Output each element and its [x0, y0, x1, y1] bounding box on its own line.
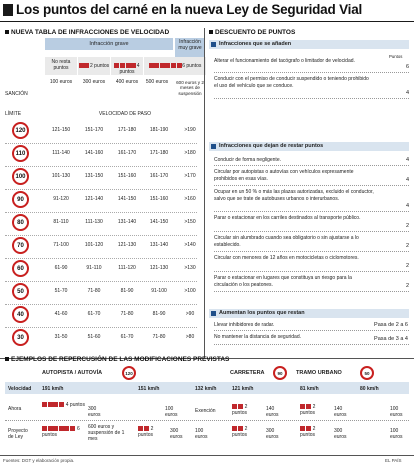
speed-range-cell: >140 — [184, 242, 196, 248]
speed-range-cell: 81-90 — [152, 311, 166, 317]
row-divider — [5, 189, 197, 190]
points-value: 4 — [405, 203, 409, 209]
row-divider — [5, 327, 197, 328]
sancion-cell-1: 300 euros — [82, 79, 106, 85]
speed-range-cell: >160 — [184, 196, 196, 202]
dejan-header: Infracciones que dejan de restar puntos — [209, 142, 409, 151]
proyecto-6: 300 euros — [266, 428, 279, 440]
row-divider — [5, 281, 197, 282]
puntos-cell-0: No resta puntos — [45, 57, 77, 75]
speed-range-cell: 101-130 — [51, 173, 71, 179]
speed-range-cell: 91-110 — [86, 265, 102, 271]
ahora-3: Exención — [195, 408, 216, 414]
urbano-header: TRAMO URBANO — [296, 366, 376, 380]
ahora-5: 140 euros — [266, 406, 279, 418]
title-marker — [3, 4, 13, 16]
speed-limit-sign-icon: 60 — [12, 260, 29, 277]
speed-limit-sign-icon: 120 — [12, 122, 29, 139]
proyecto-0: 6 puntos — [42, 426, 80, 438]
speed-range-cell: 141-160 — [84, 150, 104, 156]
speed-range-cell: 31-50 — [54, 334, 68, 340]
item-divider — [214, 291, 409, 292]
ahora-4: 2 puntos — [232, 404, 248, 416]
item-divider — [214, 211, 409, 212]
sancion-cell-4: 600 euros y 2 meses de suspensión — [176, 80, 204, 96]
speed-limit-sign-icon: 40 — [12, 306, 29, 323]
speed-0: 191 km/h — [42, 386, 64, 392]
item-divider — [214, 251, 409, 252]
ahora-1: 300 euros — [88, 406, 101, 418]
item-divider — [214, 330, 409, 331]
speed-2: 132 km/h — [195, 386, 217, 392]
speed-range-cell: 111-140 — [52, 150, 70, 156]
ahora-2: 100 euros — [165, 406, 178, 418]
points-value: Pasa de 2 a 6 — [374, 322, 408, 328]
speed-range-cell: >80 — [185, 334, 195, 340]
speed-range-cell: 151-170 — [84, 127, 104, 133]
speed-limit-sign-icon: 110 — [12, 145, 29, 162]
speed-3: 121 km/h — [232, 386, 254, 392]
speed-4: 81 km/h — [300, 386, 319, 392]
speed-range-cell: 181-190 — [149, 127, 169, 133]
speed-limit-sign-icon: 90 — [12, 191, 29, 208]
points-value: 6 — [405, 64, 409, 70]
points-value: 4 — [405, 177, 409, 183]
row-divider — [5, 166, 197, 167]
speed-limit-sign-icon: 80 — [12, 214, 29, 231]
limite-label: LÍMITE — [5, 111, 22, 117]
speed-range-cell: 121-130 — [149, 265, 169, 271]
points-value: 4 — [405, 157, 409, 163]
speed-range-cell: 131-150 — [84, 173, 104, 179]
speed-range-cell: 81-90 — [120, 288, 134, 294]
speed-range-cell: 71-80 — [120, 311, 134, 317]
speed-range-cell: >180 — [184, 150, 196, 156]
carretera-limit-icon: 90 — [273, 366, 287, 380]
bottom-row-line — [5, 420, 409, 421]
left-heading: NUEVA TABLA DE INFRACCIONES DE VELOCIDAD — [5, 29, 169, 36]
points-value: 2 — [405, 283, 409, 289]
speed-range-cell: 121-150 — [51, 127, 71, 133]
title-bar — [0, 0, 414, 22]
muy-grave-header: Infracción muy grave — [175, 38, 205, 57]
row-divider — [5, 212, 197, 213]
bottom-heading: EJEMPLOS DE REPERCUSIÓN DE LAS MODIFICACIONES PREVISTAS — [5, 356, 229, 363]
ahora-8: 100 euros — [390, 406, 403, 418]
sancion-cell-2: 400 euros — [115, 79, 139, 85]
speed-range-cell: 161-170 — [117, 150, 137, 156]
speed-range-cell: 121-140 — [84, 196, 104, 202]
grave-header: Infracción grave — [45, 38, 173, 50]
row-divider — [5, 258, 197, 259]
proyecto-7: 2 puntos — [300, 426, 316, 438]
speed-range-cell: >170 — [184, 173, 196, 179]
speed-limit-sign-icon: 100 — [12, 168, 29, 185]
ahora-7: 140 euros — [334, 406, 347, 418]
sancion-label: SANCIÓN — [5, 91, 28, 97]
speed-range-cell: 81-110 — [53, 219, 69, 225]
speed-range-cell: 141-150 — [117, 196, 137, 202]
infraction-text: Parar o estacionar en los carriles destinados al transporte público. — [214, 215, 361, 221]
row-divider — [5, 143, 197, 144]
speed-range-cell: 131-140 — [149, 242, 169, 248]
item-divider — [214, 72, 409, 73]
proyecto-3: 300 euros — [170, 428, 183, 440]
ahora-6: 2 puntos — [300, 404, 316, 416]
speed-1: 151 km/h — [138, 386, 160, 392]
speed-range-cell: 131-140 — [117, 219, 137, 225]
infraction-text: Parar o estacionar en lugares que constituya un riesgo para la circulación o los peatones. — [214, 275, 352, 288]
proyecto-1: 600 euros y suspensión de 1 mes — [88, 424, 125, 442]
infraction-text: Circular por autopistas o autovías con vehículos expresamente prohibidos en esas vías. — [214, 169, 354, 182]
speed-range-cell: 91-100 — [151, 288, 167, 294]
autopista-limit-icon: 120 — [122, 366, 136, 380]
infraction-text: Circular con menores de 12 años en motocicletas o ciclomotores. — [214, 255, 359, 261]
item-divider — [214, 271, 409, 272]
row-divider — [5, 235, 197, 236]
infraction-text: Conducir con el permiso de conducir suspendido o teniendo prohibido el uso del vehículo que se conduce. — [214, 76, 369, 89]
column-divider — [204, 28, 205, 358]
item-divider — [214, 231, 409, 232]
points-value: 2 — [405, 223, 409, 229]
proyecto-label: Proyecto de Ley — [8, 428, 28, 440]
infraction-text: Llevar inhibidores de radar. — [214, 322, 275, 328]
autopista-header: AUTOPISTA / AUTOVÍA — [42, 366, 212, 380]
sancion-cell-3: 500 euros — [145, 79, 169, 85]
speed-range-cell: 151-160 — [117, 173, 137, 179]
speed-range-cell: >130 — [184, 265, 196, 271]
speed-range-cell: 71-80 — [87, 288, 101, 294]
speed-range-cell: >190 — [184, 127, 196, 133]
urbano-limit-icon: 50 — [360, 366, 374, 380]
aumentan-header: Aumentan los puntos que restan — [209, 309, 409, 318]
right-heading: DESCUENTO DE PUNTOS — [209, 29, 295, 36]
speed-range-cell: 111-120 — [118, 265, 136, 271]
speed-range-cell: >100 — [184, 288, 196, 294]
speed-range-cell: 151-160 — [149, 196, 169, 202]
speed-range-cell: 51-60 — [87, 334, 101, 340]
row-divider — [5, 304, 197, 305]
footer-divider — [0, 455, 414, 456]
proyecto-2: 2 puntos — [138, 426, 154, 438]
speed-range-cell: 41-60 — [54, 311, 68, 317]
infraction-text: Conducir de forma negligente. — [214, 157, 281, 163]
puntos-cell-3: 6 puntos — [144, 57, 206, 75]
item-divider — [214, 185, 409, 186]
speed-range-cell: 61-70 — [87, 311, 101, 317]
points-value: 4 — [405, 90, 409, 96]
se-anaden-header: Infracciones que se añaden — [209, 40, 409, 49]
infraction-text: Alterar el funcionamiento del tacógrafo o limitador de velocidad. — [214, 58, 355, 64]
ahora-label: Ahora — [8, 406, 22, 412]
item-divider — [214, 98, 409, 99]
proyecto-8: 300 euros — [334, 428, 347, 440]
puntos-cell-1: 2 puntos — [78, 57, 110, 75]
points-value: 2 — [405, 243, 409, 249]
speed-range-cell: 101-120 — [84, 242, 104, 248]
speed-range-cell: 61-90 — [54, 265, 68, 271]
proyecto-5: 2 puntos — [232, 426, 248, 438]
puntos-cell-2: 4 puntos — [111, 57, 143, 75]
infraction-text: Ocupar en un 50 % o más las plazas autorizadas, excluido el conductor, salvo que se trate de autobuses urbanos o interurbanos. — [214, 189, 374, 202]
speed-range-cell: >90 — [185, 311, 195, 317]
speed-range-cell: 161-170 — [149, 173, 169, 179]
speed-range-cell: 141-150 — [149, 219, 169, 225]
speed-range-cell: 111-130 — [85, 219, 103, 225]
speed-limit-sign-icon: 50 — [12, 283, 29, 300]
source-note: Fuentes: DGT y elaboración propia. — [3, 458, 75, 463]
infraction-text: Circular sin alumbrado cuando sea obligatorio o sin ajustarse a lo establecido. — [214, 235, 359, 248]
speed-range-cell: 51-70 — [54, 288, 68, 294]
carretera-header: CARRETERA — [230, 366, 290, 380]
proyecto-9: 100 euros — [390, 428, 403, 440]
speed-limit-sign-icon: 30 — [12, 329, 29, 346]
velocidad-label-bottom: Velocidad — [8, 386, 32, 392]
item-divider — [214, 344, 409, 345]
speed-range-cell: 171-180 — [149, 150, 169, 156]
item-divider — [214, 165, 409, 166]
speed-range-cell: 61-70 — [120, 334, 134, 340]
speed-range-cell: >150 — [184, 219, 196, 225]
points-value: Pasa de 3 a 4 — [374, 336, 408, 342]
speed-5: 80 km/h — [360, 386, 379, 392]
points-value: 2 — [405, 263, 409, 269]
ahora-0: 4 puntos — [42, 402, 85, 408]
puntos-label: Puntos — [389, 54, 403, 59]
sancion-cell-0: 100 euros — [49, 79, 73, 85]
speed-range-cell: 171-180 — [117, 127, 137, 133]
page-title: Los puntos del carné en la nueva Ley de Seguridad Vial — [16, 2, 363, 17]
speed-limit-sign-icon: 70 — [12, 237, 29, 254]
speed-range-cell: 121-130 — [117, 242, 137, 248]
speed-range-cell: 91-120 — [53, 196, 69, 202]
infraction-text: No mantener la distancia de seguridad. — [214, 334, 301, 340]
speed-range-cell: 71-80 — [152, 334, 166, 340]
credit: EL PAÍS — [385, 458, 402, 463]
proyecto-4: 100 euros — [195, 428, 208, 440]
velocidad-label: VELOCIDAD DE PASO — [98, 111, 152, 117]
speed-range-cell: 71-100 — [53, 242, 69, 248]
